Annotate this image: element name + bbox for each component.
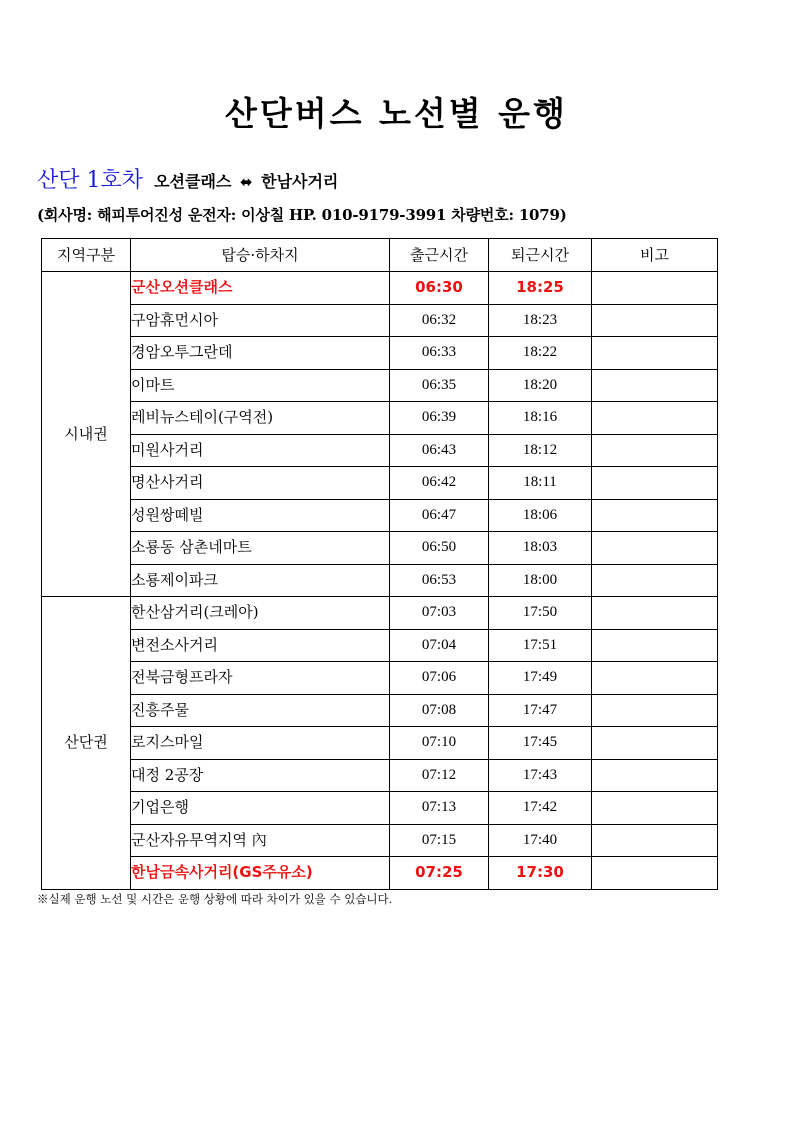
stop-cell: 소룡제이파크: [131, 564, 390, 597]
note-cell: [592, 759, 718, 792]
route-name: 산단 1호차: [37, 168, 143, 193]
table-row: [42, 629, 718, 662]
note-cell: [592, 499, 718, 532]
evening-time-cell: 18:25: [489, 272, 592, 305]
note-cell: [592, 402, 718, 435]
evening-time-cell: 17:45: [489, 727, 592, 760]
morning-time-cell: 06:42: [390, 467, 489, 500]
note-cell: [592, 304, 718, 337]
table-row: [42, 467, 718, 500]
route-destination: 한남사거리: [261, 172, 339, 191]
table-row: [42, 597, 718, 630]
evening-time-cell: 18:00: [489, 564, 592, 597]
stop-cell: 로지스마일: [131, 727, 390, 760]
morning-time-cell: 07:06: [390, 662, 489, 695]
note-cell: [592, 824, 718, 857]
stop-cell: 대정 2공장: [131, 759, 390, 792]
note-cell: [592, 694, 718, 727]
evening-time-cell: 18:23: [489, 304, 592, 337]
header-evening-time: 퇴근시간: [489, 239, 592, 272]
table-row: [42, 792, 718, 825]
footnote: ※실제 운행 노선 및 시간은 운행 상황에 따라 차이가 있을 수 있습니다.: [37, 892, 393, 906]
note-cell: [592, 272, 718, 305]
note-cell: [592, 857, 718, 890]
table-row: [42, 402, 718, 435]
stop-cell: 레비뉴스테이(구역전): [131, 402, 390, 435]
morning-time-cell: 07:12: [390, 759, 489, 792]
company-info: (회사명: 해피투어진성 운전자: 이상칠 HP. 010-9179-3991 차량번호: 1079): [37, 206, 567, 224]
table-row: [42, 369, 718, 402]
note-cell: [592, 662, 718, 695]
note-cell: [592, 369, 718, 402]
stop-cell: 진흥주물: [131, 694, 390, 727]
morning-time-cell: 07:04: [390, 629, 489, 662]
evening-time-cell: 17:47: [489, 694, 592, 727]
morning-time-cell: 07:25: [390, 857, 489, 890]
note-cell: [592, 597, 718, 630]
morning-time-cell: 06:33: [390, 337, 489, 370]
route-description: [154, 172, 338, 191]
header-region: 지역구분: [42, 239, 131, 272]
note-cell: [592, 337, 718, 370]
morning-time-cell: 06:43: [390, 434, 489, 467]
morning-time-cell: 06:39: [390, 402, 489, 435]
note-cell: [592, 727, 718, 760]
evening-time-cell: 18:06: [489, 499, 592, 532]
table-row: [42, 857, 718, 890]
stop-cell: 구암휴먼시아: [131, 304, 390, 337]
morning-time-cell: 06:30: [390, 272, 489, 305]
region-cell: 시내권: [42, 272, 131, 597]
double-arrow-icon: ⬌: [239, 173, 253, 191]
note-cell: [592, 564, 718, 597]
stop-cell: 군산오션클래스: [131, 272, 390, 305]
header-stop: 탑승·하차지: [131, 239, 390, 272]
table-row: [42, 662, 718, 695]
morning-time-cell: 07:08: [390, 694, 489, 727]
morning-time-cell: 06:53: [390, 564, 489, 597]
stop-cell: 성원쌍떼빌: [131, 499, 390, 532]
table-row: [42, 532, 718, 565]
table-row: [42, 727, 718, 760]
morning-time-cell: 06:50: [390, 532, 489, 565]
evening-time-cell: 17:40: [489, 824, 592, 857]
evening-time-cell: 18:11: [489, 467, 592, 500]
route-line: [37, 163, 338, 194]
evening-time-cell: 17:50: [489, 597, 592, 630]
evening-time-cell: 17:51: [489, 629, 592, 662]
header-row: [42, 239, 718, 272]
table-row: [42, 434, 718, 467]
table-row: [42, 824, 718, 857]
table-row: [42, 694, 718, 727]
evening-time-cell: 18:03: [489, 532, 592, 565]
schedule-body: [42, 272, 718, 890]
table-row: [42, 272, 718, 305]
evening-time-cell: 18:12: [489, 434, 592, 467]
header-morning-time: 출근시간: [390, 239, 489, 272]
morning-time-cell: 07:10: [390, 727, 489, 760]
stop-cell: 한남금속사거리(GS주유소): [131, 857, 390, 890]
evening-time-cell: 18:16: [489, 402, 592, 435]
stop-cell: 한산삼거리(크레아): [131, 597, 390, 630]
morning-time-cell: 07:13: [390, 792, 489, 825]
evening-time-cell: 17:42: [489, 792, 592, 825]
evening-time-cell: 17:49: [489, 662, 592, 695]
stop-cell: 이마트: [131, 369, 390, 402]
schedule-table: [41, 238, 718, 890]
table-row: [42, 499, 718, 532]
morning-time-cell: 07:03: [390, 597, 489, 630]
morning-time-cell: 06:35: [390, 369, 489, 402]
table-row: [42, 304, 718, 337]
evening-time-cell: 18:20: [489, 369, 592, 402]
note-cell: [592, 467, 718, 500]
note-cell: [592, 629, 718, 662]
stop-cell: 변전소사거리: [131, 629, 390, 662]
table-row: [42, 337, 718, 370]
morning-time-cell: 07:15: [390, 824, 489, 857]
evening-time-cell: 17:43: [489, 759, 592, 792]
table-row: [42, 564, 718, 597]
note-cell: [592, 792, 718, 825]
note-cell: [592, 434, 718, 467]
region-cell: 산단권: [42, 597, 131, 890]
note-cell: [592, 532, 718, 565]
stop-cell: 전북금형프라자: [131, 662, 390, 695]
page-title: 산단버스 노선별 운행: [225, 94, 568, 133]
stop-cell: 경암오투그란데: [131, 337, 390, 370]
stop-cell: 소룡동 삼촌네마트: [131, 532, 390, 565]
route-origin: 오션클래스: [154, 172, 232, 191]
morning-time-cell: 06:47: [390, 499, 489, 532]
stop-cell: 군산자유무역지역 內: [131, 824, 390, 857]
stop-cell: 기업은행: [131, 792, 390, 825]
evening-time-cell: 17:30: [489, 857, 592, 890]
header-note: 비고: [592, 239, 718, 272]
stop-cell: 명산사거리: [131, 467, 390, 500]
stop-cell: 미원사거리: [131, 434, 390, 467]
morning-time-cell: 06:32: [390, 304, 489, 337]
evening-time-cell: 18:22: [489, 337, 592, 370]
table-row: [42, 759, 718, 792]
